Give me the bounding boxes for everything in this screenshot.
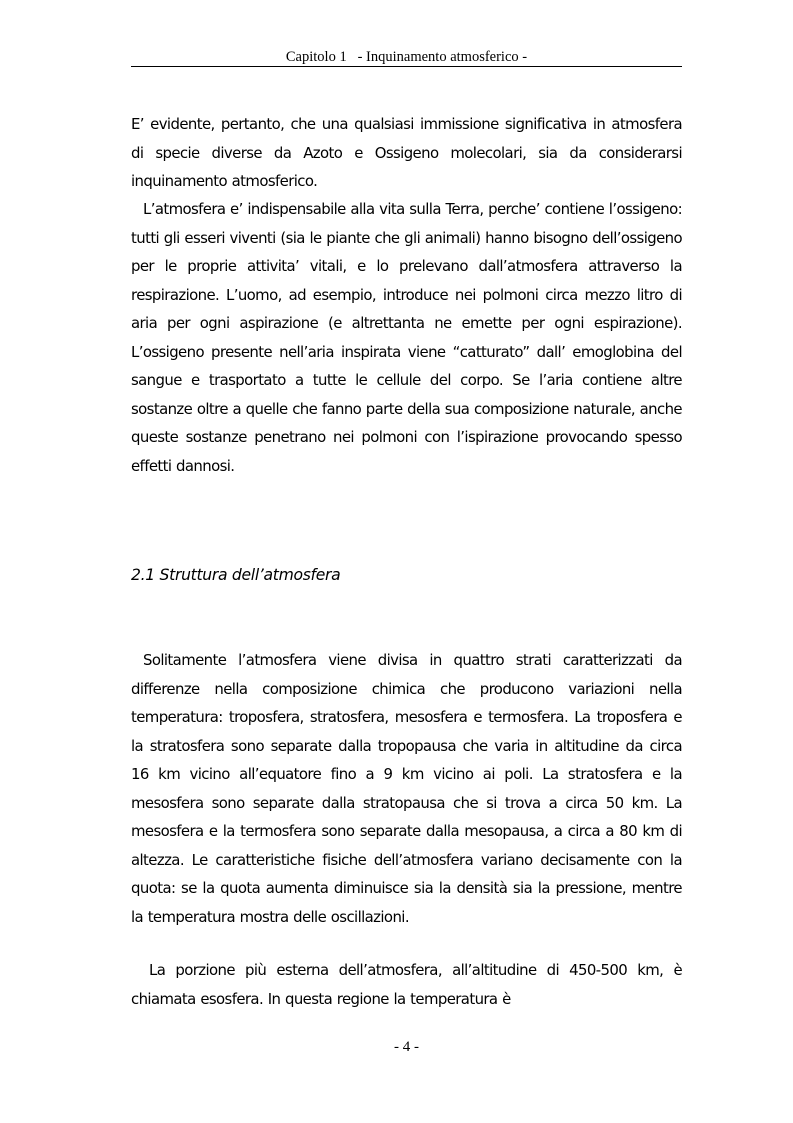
header-rule — [131, 66, 682, 67]
section-heading: 2.1 Struttura dell’atmosfera — [131, 566, 341, 584]
running-header: Capitolo 1 - Inquinamento atmosferico - — [285, 49, 528, 65]
body-paragraph-4: La porzione più esterna dell’atmosfera, all’altitudine di 450-500 km, è chiamata esosfera. In questa regione la temperatura è — [131, 961, 682, 1008]
body-paragraph-3: Solitamente l’atmosfera viene divisa in quattro strati caratterizzati da differenze nella composizione chimica che producono variazioni nella temperatura: troposfera, stratosfera, mesosfera e termosfera. La troposfera e la stratosfera sono separate dalla tropopausa che varia in altitudine da circa 16 km vicino all’equatore fino a 9 km vicino ai poli. La stratosfera e la mesosfera sono separate dalla stratopausa che si trova a circa 50 km. La mesosfera e la termosfera sono separate dalla mesopausa, a circa a 80 km di altezza. Le caratteristiche fisiche dell’atmosfera variano decisamente con la quota: se la quota aumenta diminuisce sia la densità sia la pressione, mentre la temperatura mostra delle oscillazioni. — [131, 651, 682, 926]
page-number: - 4 - — [394, 1039, 419, 1055]
body-paragraph-2: L’atmosfera e’ indispensabile alla vita sulla Terra, perche’ contiene l’ossigeno: tutti gli esseri viventi (sia le piante che gli animali) hanno bisogno dell’ossigeno per le proprie attivita’ vitali, e lo prelevano dall’atmosfera attraverso la respirazione. L’uomo, ad esempio, introduce nei polmoni circa mezzo litro di aria per ogni aspirazione (e altrettanta ne emette per ogni espirazione). L’ossigeno presente nell’aria inspirata viene “catturato” dall’ emoglobina del sangue e trasportato a tutte le cellule del corpo. Se l’aria contiene altre sostanze oltre a quelle che fanno parte della sua composizione naturale, anche queste sostanze penetrano nei polmoni con l’ispirazione provocando spesso effetti dannosi. — [131, 200, 682, 475]
body-paragraph-1: E’ evidente, pertanto, che una qualsiasi immissione significativa in atmosfera di specie diverse da Azoto e Ossigeno molecolari, sia da considerarsi inquinamento atmosferico. — [131, 115, 682, 190]
